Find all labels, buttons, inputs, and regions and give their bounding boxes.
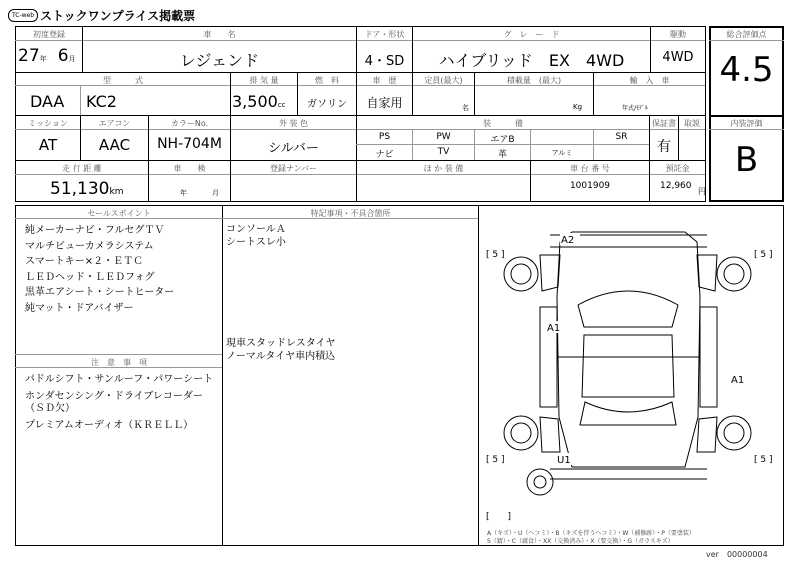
svg-text:A2: A2: [561, 235, 575, 246]
list-item: マルチビューカメラシステム: [25, 240, 154, 252]
equip-pw: PW: [436, 132, 451, 142]
price-header: 預託金: [665, 164, 690, 173]
tire-tread-rear-left: [ 5 ]: [486, 455, 505, 465]
tire-tread-rear-right: [ 5 ]: [754, 455, 773, 465]
equip-sr: SR: [615, 132, 628, 142]
total-score: 4.5: [719, 50, 774, 90]
mark-a1-front: [546, 321, 566, 334]
list-item: 黒革エアシート・シートヒーター: [25, 287, 175, 298]
drive-value: 4WD: [662, 50, 694, 65]
inspection-year-unit: 年: [180, 189, 187, 197]
car-name-header: 車 名: [203, 30, 236, 39]
notes-list: [25, 374, 217, 432]
interior-header: 内装評価: [730, 119, 763, 128]
list-item: ＬＥＤヘッド・ＬＥＤフォグ: [25, 271, 155, 283]
capacity-unit: 名: [462, 104, 469, 112]
history-header: 車 歴: [372, 76, 397, 85]
equip-leather: 革: [497, 150, 507, 160]
equip-navi: ナビ: [375, 150, 394, 160]
exterior-header: 外 装 色: [278, 119, 309, 128]
equip-airbag: エアB: [490, 135, 515, 145]
list-item: プレミアムオーディオ（ＫＲＥＬＬ）: [25, 420, 194, 431]
exterior-value: シルバー: [268, 141, 319, 156]
inspection-header: 車 検: [173, 164, 206, 173]
import-header: 輸 入 車: [629, 76, 670, 85]
tire-front-left: [504, 257, 538, 291]
tire-rear-right: [717, 416, 751, 450]
model-header: 型 式: [103, 76, 143, 85]
logo: TC-web: [8, 9, 38, 22]
svg-text:A1: A1: [547, 323, 561, 334]
aircon-value: AAC: [98, 136, 131, 154]
plate-header: 登録ナンバー: [269, 164, 318, 173]
warranty-value: 有: [657, 139, 671, 155]
first-reg-value: 27年 6月: [18, 46, 76, 66]
list-item: シートスレ小: [226, 237, 286, 248]
list-item: 現車スタッドレスタイヤ: [226, 338, 336, 349]
svg-text:U1: U1: [557, 455, 571, 466]
equipment-header: 装 備: [483, 119, 523, 128]
damage-legend: A（キズ）・U（ヘコミ）・B（キズを伴うヘコミ）・W（補修跡）・P（要塗装） S（錆）・C（腐食）・XX（交換済み）・X（要交換）・G（ガラスキズ）: [487, 530, 695, 545]
capacity-header: 定員(最大): [424, 76, 463, 85]
tire-tread-spare: [ ]: [486, 512, 512, 522]
grade-value: ハイブリッド EX 4WD: [438, 51, 625, 70]
load-header: 積載量 (最大): [506, 76, 562, 85]
special-header: 特記事項・不具合箇所: [310, 209, 391, 218]
list-item: スマートキー×２・ＥＴＣ: [25, 256, 144, 267]
mileage-header: 走 行 距 離: [62, 164, 102, 173]
fuel-value: ガソリン: [307, 99, 347, 110]
version-label: ver 00000004: [706, 550, 768, 559]
fuel-header: 燃 料: [315, 76, 339, 85]
import-unit: 年式/ﾓﾃﾞﾙ: [622, 105, 649, 112]
tire-rear-left: [504, 416, 538, 450]
interior-score: B: [734, 140, 759, 180]
mark-a2: [560, 233, 580, 246]
model-value: KC2: [86, 92, 117, 111]
stock-no-value: 1001909: [569, 181, 611, 191]
drive-header: 駆動: [670, 30, 686, 39]
special-list-2: [226, 337, 336, 363]
tire-tread-front-left: [ 5 ]: [486, 250, 505, 260]
special-list: [226, 223, 286, 249]
displacement-header: 排 気 量: [249, 76, 279, 85]
first-reg-header: 初度登録: [33, 30, 65, 39]
tire-tread-front-right: [ 5 ]: [754, 250, 773, 260]
door-value: 4・SD: [364, 54, 405, 69]
spare-tire: [527, 469, 553, 495]
list-item: ホンダセンシング・ドライブレコーダー（ＳＤ欠）: [25, 391, 203, 414]
tire-front-right: [717, 257, 751, 291]
stock-no-header: 車 台 番 号: [570, 164, 610, 173]
mark-a1-right: [730, 373, 750, 386]
mission-header: ミッション: [28, 119, 68, 128]
aircon-header: エアコン: [98, 119, 131, 128]
car-damage-diagram: [480, 207, 782, 537]
total-header: 総合評価点: [726, 30, 767, 39]
color-no-header: カラーNo.: [170, 119, 209, 128]
page-title: ストックワンプライス掲載票: [40, 9, 196, 23]
grade-header: グ レ ー ド: [503, 30, 560, 39]
inspection-month-unit: 月: [212, 189, 219, 197]
model-prefix: DAA: [30, 92, 65, 111]
mark-u1: [556, 453, 576, 466]
load-unit: Kg: [573, 103, 583, 111]
equip-alloy: アルミ: [551, 149, 573, 157]
list-item: パドルシフト・サンルーフ・パワーシート: [25, 374, 214, 385]
notes-header: 注 意 事 項: [91, 358, 147, 367]
sales-point-header: セールスポイント: [87, 209, 151, 218]
price-unit: 円: [698, 187, 706, 196]
displacement-value: 3,500cc: [232, 92, 286, 111]
list-item: 純メーカーナビ・フルセグＴＶ: [25, 225, 165, 236]
car-body-outline: [540, 232, 717, 479]
list-item: ノーマルタイヤ車内積込: [226, 351, 336, 362]
sales-point-list: [25, 223, 174, 316]
equip-tv: TV: [437, 147, 450, 157]
color-no-value: NH-704M: [157, 136, 222, 152]
price-value: 12,960: [660, 181, 692, 191]
equip-ps: PS: [378, 132, 391, 142]
door-header: ドア・形状: [364, 30, 405, 39]
list-item: コンソールＡ: [226, 224, 286, 235]
mileage-value: 51,130km: [50, 179, 124, 199]
other-eq-header: ほ か 装 備: [423, 164, 464, 173]
history-value: 自家用: [366, 96, 403, 110]
manual-header: 取説: [684, 119, 700, 128]
warranty-header: 保証書: [652, 119, 676, 128]
list-item: 純マット・ドアバイザー: [25, 302, 134, 314]
mission-value: AT: [38, 136, 58, 154]
svg-text:A1: A1: [731, 375, 745, 386]
car-name-value: レジェンド: [179, 51, 260, 70]
